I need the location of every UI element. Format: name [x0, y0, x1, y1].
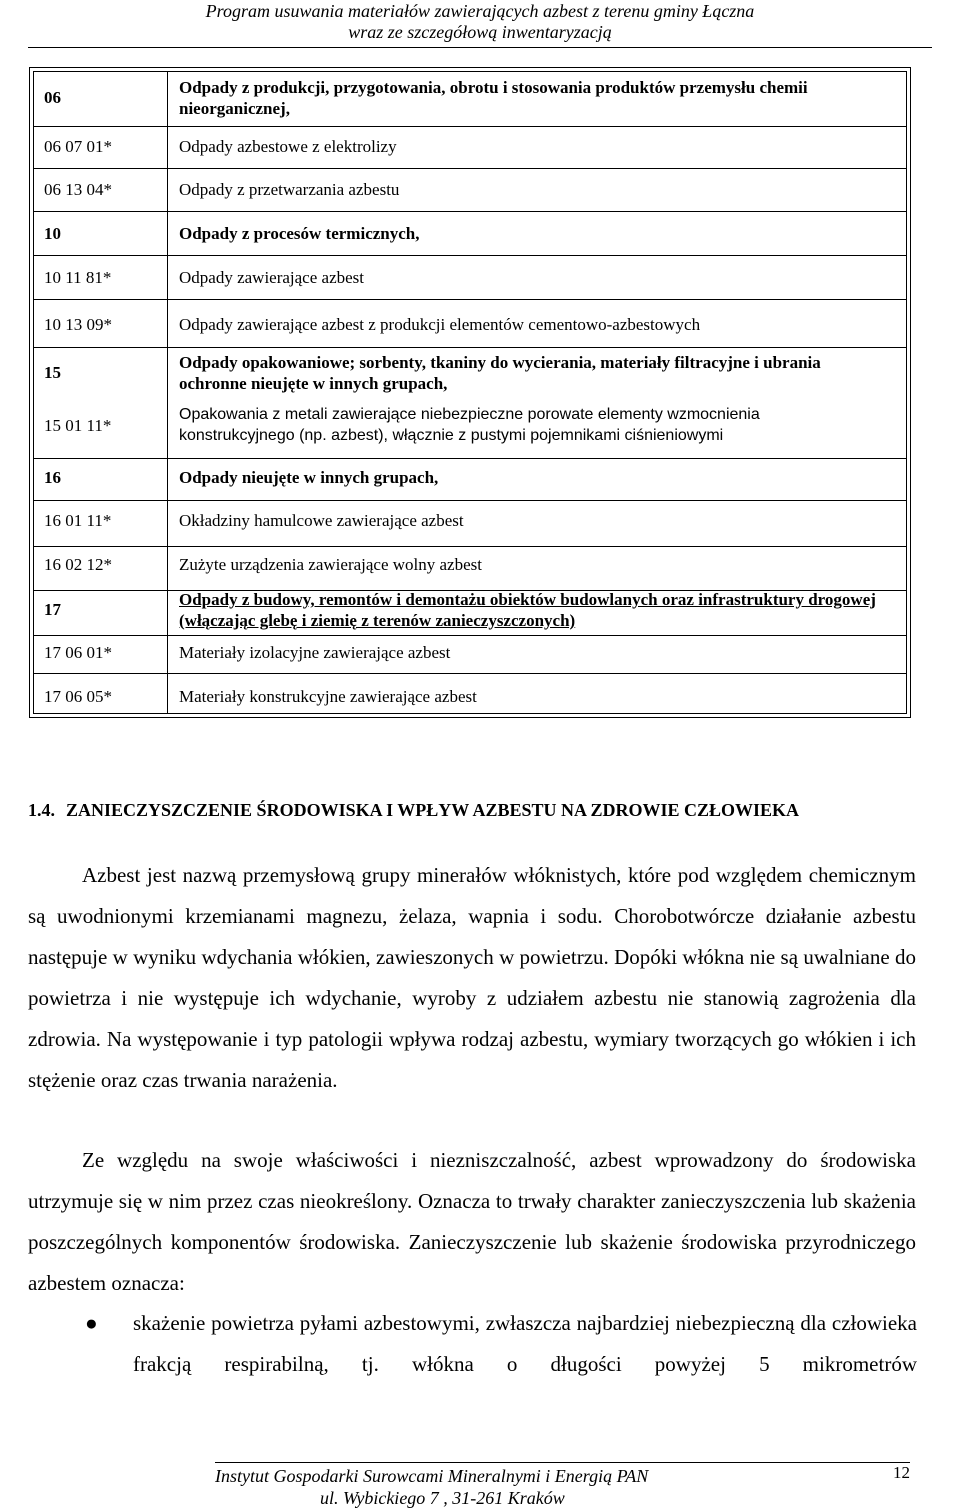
row-divider [34, 635, 906, 636]
table-row-desc: Materiały izolacyjne zawierające azbest [179, 643, 451, 662]
row-divider [34, 673, 906, 674]
bullet-icon: ● [85, 1311, 98, 1335]
table-row-desc: Odpady azbestowe z elektrolizy [179, 137, 397, 156]
table-row-code: 16 02 12* [44, 555, 112, 574]
header-subtitle: wraz ze szczegółową inwentaryzacją [348, 22, 612, 42]
table-row-desc: Odpady z przetwarzania azbestu [179, 180, 400, 199]
table-row-desc: Odpady zawierające azbest [179, 268, 364, 287]
row-divider [34, 500, 906, 501]
footer-divider [215, 1462, 910, 1463]
table-row-desc: Materiały konstrukcyjne zawierające azbest [179, 687, 477, 706]
footer-institution: Instytut Gospodarki Surowcami Mineralnymi i Energią PAN [215, 1466, 649, 1486]
table-row-code: 10 [44, 224, 61, 243]
section-title: ZANIECZYSZCZENIE ŚRODOWISKA I WPŁYW AZBESTU NA ZDROWIE CZŁOWIEKA [66, 800, 800, 820]
table-row-code: 17 06 01* [44, 643, 112, 662]
table-row-desc: Odpady z produkcji, przygotowania, obrotu i stosowania produktów przemysłu chemii nieorganicznej, [179, 78, 808, 118]
section-number: 1.4. [28, 800, 55, 820]
table-row-desc: Odpady z procesów termicznych, [179, 224, 420, 243]
table-row-code: 17 06 05* [44, 687, 112, 706]
table-row-code: 10 13 09* [44, 315, 112, 334]
table-row-desc: Odpady zawierające azbest z produkcji elementów cementowo-azbestowych [179, 315, 701, 334]
table-row-desc: Okładziny hamulcowe zawierające azbest [179, 511, 464, 530]
paragraph: Ze względu na swoje właściwości i niezniszczalność, azbest wprowadzony do środowiska utrzymuje się w nim przez czas nieokreślony. Oznacza to trwały charakter zanieczyszczenia lub skażenia poszczególnych komponentów środowiska. Zanieczyszczenie lub skażenie środowiska przyrodniczego azbestem oznacza: [28, 1148, 916, 1295]
row-divider [34, 299, 906, 300]
page-number: 12 [893, 1463, 910, 1482]
header-divider [28, 47, 932, 48]
row-divider [34, 126, 906, 127]
table-row-desc: Odpady z budowy, remontów i demontażu obiektów budowlanych oraz infrastruktury drogowej (włączając glebę i ziemię z terenów zanieczyszczonych) [179, 590, 876, 630]
table-row-code: 10 11 81* [44, 268, 112, 287]
row-divider [34, 546, 906, 547]
table-row-code: 17 [44, 600, 61, 619]
section-heading [28, 800, 799, 821]
row-divider [34, 255, 906, 256]
table-row-code: 15 [44, 363, 61, 382]
table-row-desc: Opakowania z metali zawierające niebezpieczne porowate elementy wzmocnienia konstrukcyjnego (np. azbest), włącznie z pustymi pojemnikami ciśnieniowymi [179, 406, 760, 444]
table-row-desc: Odpady opakowaniowe; sorbenty, tkaniny do wycierania, materiały filtracyjne i ubrania ochronne nieujęte w innych grupach, [179, 353, 821, 393]
row-divider [34, 168, 906, 169]
table-inner-border [33, 71, 907, 714]
table-row-desc: Odpady nieujęte w innych grupach, [179, 468, 439, 487]
row-divider [34, 211, 906, 212]
waste-codes-table [29, 67, 911, 718]
table-row-desc: Zużyte urządzenia zawierające wolny azbest [179, 555, 482, 574]
table-row-code: 06 [44, 88, 61, 107]
row-divider [34, 458, 906, 459]
table-row-code: 06 13 04* [44, 180, 112, 199]
header-title: Program usuwania materiałów zawierających azbest z terenu gminy Łączna [205, 1, 755, 21]
footer-address: ul. Wybickiego 7 , 31-261 Kraków [320, 1488, 565, 1508]
table-row-code: 16 01 11* [44, 511, 112, 530]
table-row-code: 15 01 11* [44, 416, 112, 435]
table-row-code: 06 07 01* [44, 137, 112, 156]
list-item-text: skażenie powietrza pyłami azbestowymi, zwłaszcza najbardziej niebezpieczną dla człowieka frakcją respirabilną, tj. włókna o długości powyżej 5 mikrometrów [133, 1311, 917, 1376]
table-row-code: 16 [44, 468, 61, 487]
row-divider [34, 347, 906, 348]
paragraph: Azbest jest nazwą przemysłową grupy minerałów włóknistych, które pod względem chemicznym są uwodnionymi krzemianami magnezu, żelaza, wapnia i sodu. Chorobotwórcze działanie azbestu następuje w wyniku wdychania włókien, zawieszonych w powietrzu. Dopóki włókna nie są uwalniane do powietrza i nie występuje ich wdychanie, wyroby z udziałem azbestu nie stanowią zagrożenia dla zdrowia. Na występowanie i typ patologii wpływa rodzaj azbestu, wymiary tworzących go włókien i ich stężenie oraz czas trwania narażenia. [28, 863, 916, 1092]
